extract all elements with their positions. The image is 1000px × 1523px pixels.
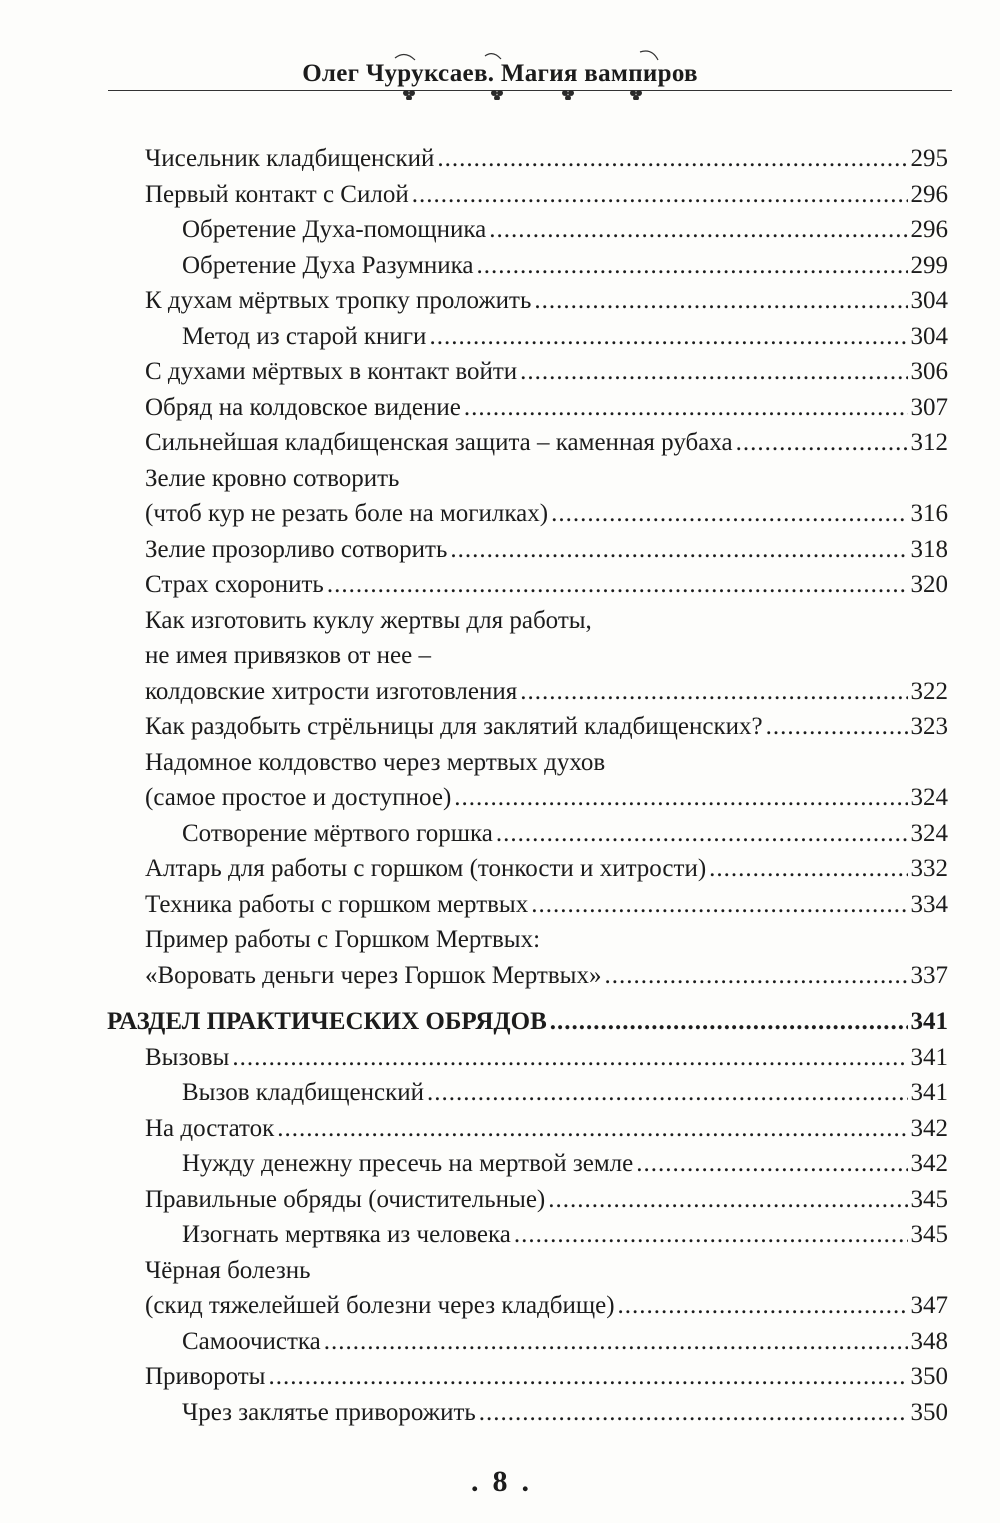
toc-entry-page: 316: [910, 500, 948, 527]
toc-leader-dots: [636, 1146, 907, 1182]
toc-entry-title: Зелие прозорливо сотворить: [145, 535, 448, 563]
toc-leader-dots: [551, 496, 907, 532]
toc-entry: [145, 851, 948, 887]
toc-entry-page: 322: [910, 677, 948, 705]
toc-entry-title: (чтоб кур не резать боле на могилках): [145, 500, 549, 527]
toc-leader-dots: [489, 212, 907, 248]
toc-leader-dots: [766, 709, 908, 745]
toc-entry-page: 347: [910, 1292, 948, 1319]
toc-entry-title: С духами мёртвых в контакт войти: [145, 358, 518, 385]
toc-entry-title: (самое простое и доступное): [145, 784, 452, 811]
toc-entry-title: Изогнать мертвяка из человека: [182, 1221, 511, 1248]
toc-leader-dots: [477, 248, 908, 284]
toc-entry-page: 295: [910, 145, 948, 172]
toc-entry-page: 332: [910, 855, 948, 882]
toc-entry-title: Техника работы с горшком мертвых: [145, 890, 529, 918]
toc-entry: [145, 816, 948, 852]
toc-leader-dots: [327, 567, 908, 603]
toc-entry: [145, 283, 948, 319]
toc-entry-page: 299: [910, 251, 948, 279]
toc-entry-page: 341: [910, 1079, 948, 1106]
toc-entry: [145, 425, 948, 461]
toc-entry: [145, 461, 948, 497]
toc-entry: [145, 603, 948, 639]
toc-entry-page: 348: [910, 1327, 948, 1355]
toc-entry-page: 318: [910, 535, 948, 563]
toc-entry: [145, 1111, 948, 1147]
toc-entry-page: 312: [910, 429, 948, 456]
toc-entry-title: (скид тяжелейшей болезни через кладбище): [145, 1292, 615, 1319]
toc-entry-title: Как изготовить куклу жертвы для работы,: [145, 606, 592, 634]
toc-entry: [145, 674, 948, 710]
toc-leader-dots: [520, 354, 907, 390]
toc-entry-title: Обретение Духа Разумника: [182, 251, 474, 279]
toc-entry-page: 323: [910, 713, 948, 740]
toc-entry-page: 296: [910, 216, 948, 243]
toc-entry-page: 345: [910, 1221, 948, 1248]
toc-entry: [145, 638, 948, 674]
toc-entry: [145, 780, 948, 816]
toc-entry-title: Чёрная болезнь: [145, 1256, 311, 1284]
toc-entry-title: Чрез заклятье приворожить: [182, 1398, 476, 1426]
toc-leader-dots: [736, 425, 908, 461]
toc-entry: [145, 709, 948, 745]
toc-entry-page: 304: [910, 322, 948, 350]
toc-leader-dots: [454, 780, 907, 816]
toc-leader-dots: [232, 1040, 907, 1076]
toc-leader-dots: [548, 1182, 907, 1218]
toc-entry: [145, 1324, 948, 1360]
toc-entry-title: Обряд на колдовское видение: [145, 393, 461, 421]
toc-entry-page: 324: [910, 784, 948, 811]
toc-entry-page: 306: [910, 358, 948, 385]
toc-entry-page: 337: [910, 961, 948, 989]
toc-entry-title: Страх схоронить: [145, 571, 324, 598]
toc-leader-dots: [604, 958, 907, 994]
toc-entry-title: Сильнейшая кладбищенская защита – каменная рубаха: [145, 429, 733, 456]
toc-entry-title: «Воровать деньги через Горшок Мертвых»: [145, 961, 602, 989]
toc-leader-dots: [709, 851, 907, 887]
toc-entry: [145, 1217, 948, 1253]
toc-entry-title: не имея привязков от нее –: [145, 642, 431, 669]
toc-entry: [145, 532, 948, 568]
toc-entry-title: На достаток: [145, 1114, 275, 1142]
toc-entry-page: 320: [910, 571, 948, 598]
toc-leader-dots: [520, 674, 907, 710]
toc-entry-page: 342: [910, 1114, 948, 1142]
toc-entry-page: 350: [910, 1363, 948, 1390]
toc-entry-page: 296: [910, 180, 948, 208]
toc-entry-title: Нужду денежну пресечь на мертвой земле: [182, 1150, 634, 1177]
toc-entry: [145, 1253, 948, 1289]
toc-entry-title: Первый контакт с Силой: [145, 180, 409, 208]
toc-entry-title: Вызовы: [145, 1043, 230, 1071]
toc-entry-title: Алтарь для работы с горшком (тонкости и хитрости): [145, 855, 707, 882]
toc-entry-page: 334: [910, 890, 948, 918]
toc-leader-dots: [268, 1359, 907, 1395]
toc-entry-title: Надомное колдовство через мертвых духов: [145, 748, 606, 776]
toc-entry-title: К духам мёртвых тропку проложить: [145, 287, 532, 314]
toc-leader-dots: [550, 1004, 908, 1040]
toc-entry-title: Как раздобыть стрёльницы для заклятий кладбищенских?: [145, 713, 763, 740]
toc-entry: [145, 1182, 948, 1218]
toc-entry-title: РАЗДЕЛ ПРАКТИЧЕСКИХ ОБРЯДОВ: [107, 1008, 547, 1035]
toc-entry-page: 350: [910, 1398, 948, 1426]
footer-dot-right: .: [521, 1465, 529, 1498]
toc-entry-title: Метод из старой книги: [182, 322, 427, 350]
toc-entry: [145, 1288, 948, 1324]
toc-entry-title: Вызов кладбищенский: [182, 1079, 425, 1106]
toc-entry-title: Самоочистка: [182, 1327, 321, 1355]
toc-section-heading: [107, 1004, 948, 1040]
toc-leader-dots: [534, 283, 907, 319]
toc-leader-dots: [531, 887, 907, 923]
toc-leader-dots: [479, 1395, 908, 1431]
table-of-contents: [107, 141, 948, 1430]
toc-entry-title: Обретение Духа-помощника: [182, 216, 487, 243]
toc-entry: [145, 745, 948, 781]
toc-entry-page: 307: [910, 393, 948, 421]
toc-leader-dots: [496, 816, 908, 852]
toc-leader-dots: [429, 319, 907, 355]
toc-entry-title: Привороты: [145, 1363, 266, 1390]
toc-entry-title: Пример работы с Горшком Мертвых:: [145, 926, 541, 953]
footer-dot-left: .: [471, 1465, 479, 1498]
toc-entry: [145, 1040, 948, 1076]
toc-leader-dots: [324, 1324, 908, 1360]
toc-entry-page: 304: [910, 287, 948, 314]
toc-entry: [145, 1395, 948, 1431]
toc-leader-dots: [618, 1288, 908, 1324]
running-header: [0, 50, 1000, 100]
toc-entry-page: 342: [910, 1150, 948, 1177]
toc-entry-page: 345: [910, 1185, 948, 1213]
toc-leader-dots: [514, 1217, 908, 1253]
toc-entry: [145, 1359, 948, 1395]
toc-entry: [145, 1146, 948, 1182]
toc-entry: [145, 1075, 948, 1111]
book-title: Олег Чуруксаев. Магия вампиров: [302, 60, 698, 87]
toc-entry-page: 324: [910, 819, 948, 847]
page-footer: [0, 1465, 1000, 1499]
toc-entry-title: Сотворение мёртвого горшка: [182, 819, 493, 847]
toc-entry-page: 341: [910, 1008, 948, 1035]
toc-entry: [145, 248, 948, 284]
toc-entry: [145, 319, 948, 355]
grape-vine-ornament-icon: [0, 50, 1000, 100]
toc-entry: [145, 212, 948, 248]
toc-leader-dots: [412, 177, 908, 213]
toc-entry: [145, 496, 948, 532]
toc-entry-title: Правильные обряды (очистительные): [145, 1185, 546, 1213]
toc-leader-dots: [450, 532, 907, 568]
toc-entry-page: 341: [910, 1043, 948, 1071]
toc-leader-dots: [427, 1075, 907, 1111]
page-number: 8: [492, 1465, 508, 1498]
toc-entry: [145, 887, 948, 923]
toc-entry-title: Зелие кровно сотворить: [145, 464, 400, 492]
toc-entry: [145, 177, 948, 213]
toc-entry: [145, 958, 948, 994]
toc-leader-dots: [437, 141, 907, 177]
toc-entry: [145, 567, 948, 603]
toc-entry: [145, 922, 948, 958]
toc-entry: [145, 390, 948, 426]
toc-leader-dots: [464, 390, 908, 426]
toc-entry: [145, 141, 948, 177]
toc-entry: [145, 354, 948, 390]
toc-leader-dots: [277, 1111, 907, 1147]
toc-entry-title: Чисельник кладбищенский: [145, 145, 435, 172]
toc-entry-title: колдовские хитрости изготовления: [145, 677, 518, 705]
